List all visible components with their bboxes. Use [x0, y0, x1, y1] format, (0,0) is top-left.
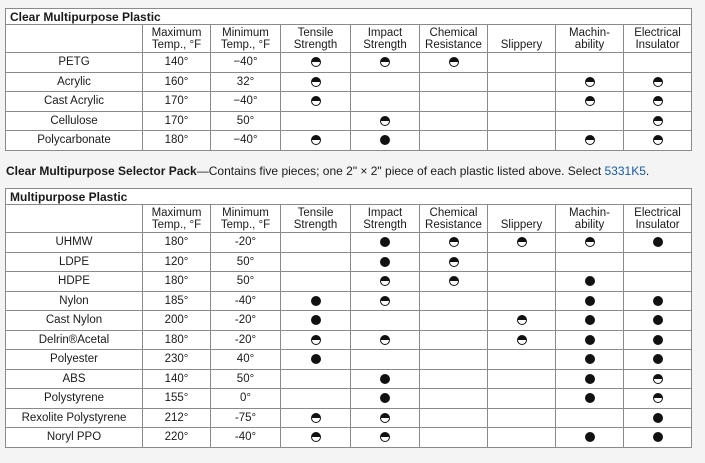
- max-temp: 180°: [143, 233, 211, 253]
- property-cell: [624, 252, 692, 272]
- property-cell: [556, 330, 624, 350]
- full-circle-icon: [311, 296, 321, 306]
- table-row: [6, 272, 692, 292]
- full-circle-icon: [585, 374, 595, 384]
- property-cell: [488, 369, 556, 389]
- min-temp: −40°: [211, 53, 281, 73]
- full-circle-icon: [653, 335, 663, 345]
- half-circle-icon: [380, 57, 390, 67]
- column-header: [488, 205, 556, 233]
- material-name: Polycarbonate: [6, 131, 143, 151]
- full-circle-icon: [311, 354, 321, 364]
- property-cell: [556, 291, 624, 311]
- column-header: [143, 25, 211, 53]
- min-temp: -20°: [211, 330, 281, 350]
- property-cell: [624, 72, 692, 92]
- property-cell: [624, 428, 692, 448]
- material-name: Delrin®Acetal: [6, 330, 143, 350]
- full-circle-icon: [380, 237, 390, 247]
- table-title: Clear Multipurpose Plastic: [6, 9, 692, 25]
- material-name: Cellulose: [6, 111, 143, 131]
- property-cell: [488, 389, 556, 409]
- column-header-line: Impact: [367, 207, 403, 219]
- column-header-line: Electrical: [634, 27, 681, 39]
- header-row: [6, 205, 692, 233]
- property-cell: [556, 233, 624, 253]
- property-cell: [281, 92, 351, 112]
- property-cell: [351, 428, 420, 448]
- column-header: [624, 205, 692, 233]
- full-circle-icon: [585, 432, 595, 442]
- property-cell: [420, 369, 488, 389]
- min-temp: −40°: [211, 131, 281, 151]
- min-temp: -40°: [211, 428, 281, 448]
- column-header-line: Electrical: [634, 207, 681, 219]
- property-cell: [420, 389, 488, 409]
- half-circle-icon: [311, 135, 321, 145]
- full-circle-icon: [585, 393, 595, 403]
- column-header-line: Slippery: [500, 219, 543, 231]
- max-temp: 155°: [143, 389, 211, 409]
- table-row: [6, 330, 692, 350]
- part-number-link[interactable]: 5331K5: [604, 164, 646, 178]
- column-header: [624, 25, 692, 53]
- column-header: [351, 205, 420, 233]
- property-cell: [420, 131, 488, 151]
- max-temp: 180°: [143, 131, 211, 151]
- table-row: [6, 350, 692, 370]
- max-temp: 185°: [143, 291, 211, 311]
- property-cell: [420, 291, 488, 311]
- property-cell: [624, 350, 692, 370]
- half-circle-icon: [380, 276, 390, 286]
- column-header: [556, 205, 624, 233]
- column-header-line: Insulator: [635, 219, 680, 231]
- column-header-line: ability: [574, 219, 605, 231]
- column-header-line: Temp., °F: [151, 39, 202, 51]
- property-cell: [556, 369, 624, 389]
- half-circle-icon: [311, 432, 321, 442]
- column-header-line: Temp., °F: [220, 39, 271, 51]
- full-circle-icon: [653, 296, 663, 306]
- property-cell: [488, 233, 556, 253]
- max-temp: 140°: [143, 53, 211, 73]
- column-header-line: Tensile: [297, 207, 334, 219]
- property-cell: [281, 330, 351, 350]
- property-cell: [420, 53, 488, 73]
- property-cell: [488, 428, 556, 448]
- full-circle-icon: [653, 432, 663, 442]
- property-cell: [420, 111, 488, 131]
- property-cell: [624, 53, 692, 73]
- full-circle-icon: [585, 354, 595, 364]
- table-row: [6, 131, 692, 151]
- property-cell: [624, 408, 692, 428]
- table-row: [6, 233, 692, 253]
- property-cell: [488, 72, 556, 92]
- full-circle-icon: [380, 135, 390, 145]
- header-row: [6, 25, 692, 53]
- property-cell: [488, 92, 556, 112]
- column-header-line: Minimum: [222, 27, 269, 39]
- half-circle-icon: [449, 276, 459, 286]
- property-cell: [420, 330, 488, 350]
- property-cell: [488, 111, 556, 131]
- half-circle-icon: [449, 257, 459, 267]
- property-cell: [624, 92, 692, 112]
- column-header-line: Resistance: [425, 219, 482, 231]
- min-temp: -40°: [211, 291, 281, 311]
- half-circle-icon: [311, 77, 321, 87]
- property-cell: [420, 92, 488, 112]
- material-name: Cast Nylon: [6, 311, 143, 331]
- column-header-line: Maximum: [151, 207, 202, 219]
- material-name: PETG: [6, 53, 143, 73]
- property-cell: [624, 369, 692, 389]
- property-cell: [556, 272, 624, 292]
- property-cell: [556, 408, 624, 428]
- property-cell: [351, 369, 420, 389]
- property-cell: [624, 233, 692, 253]
- property-cell: [624, 272, 692, 292]
- half-circle-icon: [380, 335, 390, 345]
- column-header-line: Chemical: [429, 27, 478, 39]
- max-temp: 120°: [143, 252, 211, 272]
- full-circle-icon: [380, 393, 390, 403]
- max-temp: 140°: [143, 369, 211, 389]
- half-circle-icon: [449, 57, 459, 67]
- property-cell: [556, 53, 624, 73]
- column-header-line: Strength: [363, 219, 407, 231]
- property-cell: [624, 291, 692, 311]
- property-cell: [351, 92, 420, 112]
- column-header: [281, 205, 351, 233]
- column-header-line: Strength: [363, 39, 407, 51]
- property-cell: [556, 389, 624, 409]
- property-cell: [351, 252, 420, 272]
- property-cell: [488, 252, 556, 272]
- max-temp: 230°: [143, 350, 211, 370]
- table-title-row: [6, 189, 692, 205]
- min-temp: -75°: [211, 408, 281, 428]
- material-name: LDPE: [6, 252, 143, 272]
- half-circle-icon: [517, 315, 527, 325]
- property-cell: [624, 389, 692, 409]
- full-circle-icon: [653, 315, 663, 325]
- table-row: [6, 72, 692, 92]
- property-cell: [556, 350, 624, 370]
- property-cell: [420, 408, 488, 428]
- property-cell: [556, 92, 624, 112]
- column-header: [420, 25, 488, 53]
- property-cell: [556, 111, 624, 131]
- min-temp: −40°: [211, 92, 281, 112]
- full-circle-icon: [585, 276, 595, 286]
- full-circle-icon: [585, 335, 595, 345]
- property-cell: [556, 428, 624, 448]
- property-cell: [351, 389, 420, 409]
- property-cell: [281, 53, 351, 73]
- property-cell: [351, 53, 420, 73]
- column-header-line: Maximum: [151, 27, 202, 39]
- material-name: Rexolite Polystyrene: [6, 408, 143, 428]
- property-cell: [281, 428, 351, 448]
- material-name: Cast Acrylic: [6, 92, 143, 112]
- table-row: [6, 252, 692, 272]
- half-circle-icon: [653, 96, 663, 106]
- property-cell: [420, 252, 488, 272]
- min-temp: 50°: [211, 272, 281, 292]
- column-header-line: Resistance: [425, 39, 482, 51]
- property-cell: [281, 72, 351, 92]
- property-cell: [351, 72, 420, 92]
- table-row: [6, 428, 692, 448]
- property-cell: [351, 111, 420, 131]
- property-cell: [420, 72, 488, 92]
- property-cell: [488, 330, 556, 350]
- half-circle-icon: [585, 237, 595, 247]
- half-circle-icon: [653, 135, 663, 145]
- material-name: Polystyrene: [6, 389, 143, 409]
- property-cell: [420, 428, 488, 448]
- max-temp: 160°: [143, 72, 211, 92]
- column-header-line: Machin-: [569, 207, 610, 219]
- min-temp: 50°: [211, 252, 281, 272]
- half-circle-icon: [517, 335, 527, 345]
- property-cell: [488, 408, 556, 428]
- property-cell: [351, 131, 420, 151]
- column-header-line: Strength: [293, 39, 338, 51]
- min-temp: -20°: [211, 311, 281, 331]
- full-circle-icon: [653, 413, 663, 423]
- column-header-line: Impact: [367, 27, 403, 39]
- selector-pack-title: Clear Multipurpose Selector Pack: [6, 164, 197, 178]
- property-cell: [624, 111, 692, 131]
- header-blank: [6, 25, 143, 53]
- half-circle-icon: [311, 96, 321, 106]
- material-name: ABS: [6, 369, 143, 389]
- max-temp: 180°: [143, 272, 211, 292]
- half-circle-icon: [311, 57, 321, 67]
- table-row: [6, 53, 692, 73]
- property-cell: [351, 408, 420, 428]
- property-cell: [351, 350, 420, 370]
- column-header: [211, 205, 281, 233]
- full-circle-icon: [653, 354, 663, 364]
- half-circle-icon: [380, 116, 390, 126]
- property-cell: [351, 311, 420, 331]
- half-circle-icon: [585, 135, 595, 145]
- half-circle-icon: [449, 237, 459, 247]
- full-circle-icon: [311, 315, 321, 325]
- material-name: HDPE: [6, 272, 143, 292]
- max-temp: 170°: [143, 111, 211, 131]
- column-header-line: Temp., °F: [220, 219, 271, 231]
- material-name: Polyester: [6, 350, 143, 370]
- clear-multipurpose-table: [5, 8, 692, 151]
- table-row: [6, 311, 692, 331]
- min-temp: 32°: [211, 72, 281, 92]
- column-header-line: Insulator: [635, 39, 680, 51]
- property-cell: [420, 272, 488, 292]
- property-cell: [556, 72, 624, 92]
- material-name: Nylon: [6, 291, 143, 311]
- max-temp: 200°: [143, 311, 211, 331]
- property-cell: [624, 330, 692, 350]
- full-circle-icon: [380, 257, 390, 267]
- column-header-line: Minimum: [222, 207, 269, 219]
- max-temp: 180°: [143, 330, 211, 350]
- table-title: Multipurpose Plastic: [6, 189, 692, 205]
- property-cell: [281, 111, 351, 131]
- column-header-line: Temp., °F: [151, 219, 202, 231]
- max-temp: 212°: [143, 408, 211, 428]
- property-cell: [351, 233, 420, 253]
- max-temp: 220°: [143, 428, 211, 448]
- column-header-line: Slippery: [500, 39, 543, 51]
- min-temp: 50°: [211, 111, 281, 131]
- half-circle-icon: [653, 116, 663, 126]
- column-header: [211, 25, 281, 53]
- property-cell: [420, 311, 488, 331]
- property-cell: [281, 252, 351, 272]
- table-row: [6, 389, 692, 409]
- property-cell: [281, 350, 351, 370]
- min-temp: -20°: [211, 233, 281, 253]
- property-cell: [556, 131, 624, 151]
- property-cell: [488, 131, 556, 151]
- property-cell: [488, 272, 556, 292]
- property-cell: [281, 131, 351, 151]
- property-cell: [488, 350, 556, 370]
- property-cell: [488, 53, 556, 73]
- table-row: [6, 92, 692, 112]
- full-circle-icon: [653, 237, 663, 247]
- table-row: [6, 111, 692, 131]
- property-cell: [281, 272, 351, 292]
- material-name: Acrylic: [6, 72, 143, 92]
- column-header-line: Machin-: [569, 27, 610, 39]
- material-name: UHMW: [6, 233, 143, 253]
- column-header: [488, 25, 556, 53]
- half-circle-icon: [585, 96, 595, 106]
- property-cell: [281, 233, 351, 253]
- min-temp: 0°: [211, 389, 281, 409]
- column-header: [351, 25, 420, 53]
- property-cell: [351, 291, 420, 311]
- property-cell: [351, 330, 420, 350]
- property-cell: [488, 311, 556, 331]
- half-circle-icon: [380, 296, 390, 306]
- half-circle-icon: [653, 77, 663, 87]
- property-cell: [624, 311, 692, 331]
- property-cell: [281, 291, 351, 311]
- min-temp: 40°: [211, 350, 281, 370]
- header-blank: [6, 205, 143, 233]
- multipurpose-table: [5, 188, 692, 448]
- property-cell: [556, 311, 624, 331]
- table-row: [6, 291, 692, 311]
- column-header-line: ability: [574, 39, 605, 51]
- half-circle-icon: [517, 237, 527, 247]
- column-header: [281, 25, 351, 53]
- half-circle-icon: [585, 77, 595, 87]
- full-circle-icon: [585, 315, 595, 325]
- property-cell: [420, 350, 488, 370]
- property-cell: [281, 369, 351, 389]
- max-temp: 170°: [143, 92, 211, 112]
- column-header-line: Chemical: [429, 207, 478, 219]
- material-name: Noryl PPO: [6, 428, 143, 448]
- column-header-line: Strength: [293, 219, 338, 231]
- min-temp: 50°: [211, 369, 281, 389]
- property-cell: [488, 291, 556, 311]
- column-header: [420, 205, 488, 233]
- table-title-row: [6, 9, 692, 25]
- selector-pack-note: [6, 164, 649, 178]
- table-row: [6, 408, 692, 428]
- property-cell: [281, 408, 351, 428]
- full-circle-icon: [585, 296, 595, 306]
- column-header: [556, 25, 624, 53]
- half-circle-icon: [653, 393, 663, 403]
- property-cell: [281, 389, 351, 409]
- selector-pack-text: —Contains five pieces; one 2" × 2" piece of each plastic listed above. Select: [196, 164, 605, 178]
- half-circle-icon: [380, 432, 390, 442]
- full-circle-icon: [380, 374, 390, 384]
- property-cell: [351, 272, 420, 292]
- half-circle-icon: [380, 413, 390, 423]
- half-circle-icon: [311, 335, 321, 345]
- property-cell: [556, 252, 624, 272]
- selector-pack-end: .: [645, 164, 650, 178]
- property-cell: [281, 311, 351, 331]
- column-header: [143, 205, 211, 233]
- property-cell: [420, 233, 488, 253]
- column-header-line: Tensile: [297, 27, 334, 39]
- half-circle-icon: [653, 374, 663, 384]
- property-cell: [624, 131, 692, 151]
- half-circle-icon: [311, 413, 321, 423]
- table-row: [6, 369, 692, 389]
